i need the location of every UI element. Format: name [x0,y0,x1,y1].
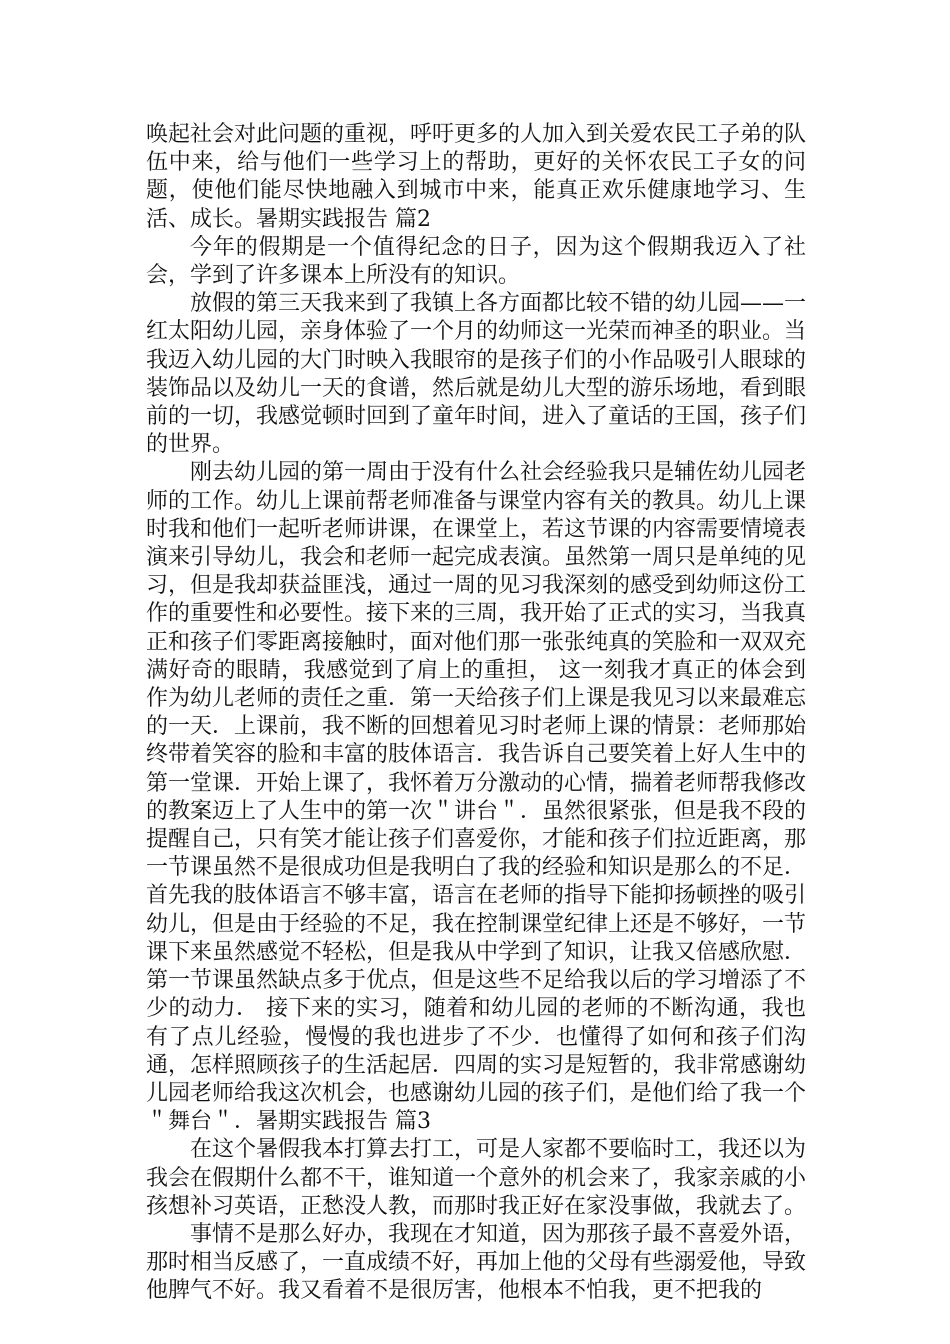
document-body [146,121,806,1306]
paragraph-summer-tutoring: 在这个暑假我本打算去打工，可是人家都不要临时工，我还以为我会在假期什么都不干，谁知道一个意外的机会来了，我家亲戚的小孩想补习英语，正愁没人教，而那时我正好在家没事做，我就去了。 [146,1137,807,1219]
paragraph-difficult-student: 事情不是那么好办，我现在才知道，因为那孩子最不喜爱外语，那时相当反感了，一直成绩不好，再加上他的父母有些溺爱他，导致他脾气不好。我又看着不是很厉害，他根本不怕我，更不把我的 [146,1221,807,1304]
paragraph-intro-continuation: 唤起社会对此问题的重视，呼吁更多的人加入到关爱农民工子弟的队伍中来，给与他们一些学习上的帮助，更好的关怀农民工子女的问题，使他们能尽快地融入到城市中来，能真正欢乐健康地学习、生活、成长。暑期实践报告 篇2 [146,122,807,232]
paragraph-kindergarten-arrival: 放假的第三天我来到了我镇上各方面都比较不错的幼儿园——一红太阳幼儿园，亲身体验了一个月的幼师这一光荣而神圣的职业。当我迈入幼儿园的大门时映入我眼帘的是孩子们的小作品吸引人眼球的装饰品以及幼儿一天的食谱，然后就是幼儿大型的游乐场地，看到眼前的一切，我感觉顿时回到了童年时间，进入了童话的王国，孩子们的世界。 [146,291,807,458]
paragraph-first-week-internship: 刚去幼儿园的第一周由于没有什么社会经验我只是辅佐幼儿园老师的工作。幼儿上课前帮老师准备与课堂内容有关的教具。幼儿上课时我和他们一起听老师讲课，在课堂上，若这节课的内容需要情境表演来引导幼儿，我会和老师一起完成表演。虽然第一周只是单纯的见习，但是我却获益匪浅，通过一周的见习我深刻的感受到幼师这份工作的重要性和必要性。接下来的三周，我开始了正式的实习，当我真正和孩子们零距离接触时，面对他们那一张张纯真的笑脸和一双双充满好奇的眼睛，我感觉到了肩上的重担， 这一刻我才真正的体会到作为幼儿老师的责任之重．第一天给孩子们上课是我见习以来最难忘的一天．上课前，我不断的回想着见习时老师上课的情景：老师那始终带着笑容的脸和丰富的肢体语言．我告诉自己要笑着上好人生中的第一堂课．开始上课了，我怀着万分激动的心情，揣着老师帮我修改的教案迈上了人生中的第一次＂讲台＂．虽然很紧张，但是我不段的提醒自己，只有笑才能让孩子们喜爱你，才能和孩子们拉近距离，那一节课虽然不是很成功但是我明白了我的经验和知识是那么的不足．首先我的肢体语言不够丰富，语言在老师的指导下能抑扬顿挫的吸引幼儿，但是由于经验的不足，我在控制课堂纪律上还是不够好，一节课下来虽然感觉不轻松，但是我从中学到了知识，让我又倍感欣慰．第一节课虽然缺点多于优点，但是这些不足给我以后的学习增添了不少的动力． 接下来的实习，随着和幼儿园的老师的不断沟通，我也有了点儿经验，慢慢的我也进步了不少．也懂得了如何和孩子们沟通，怎样照顾孩子的生活起居．四周的实习是短暂的，我非常感谢幼儿园老师给我这次机会，也感谢幼儿园的孩子们，是他们给了我一个＂舞台＂．暑期实践报告 篇3 [146,460,807,1135]
paragraph-holiday-memorable: 今年的假期是一个值得纪念的日子，因为这个假期我迈入了社会，学到了许多课本上所没有的知识。 [146,234,806,289]
